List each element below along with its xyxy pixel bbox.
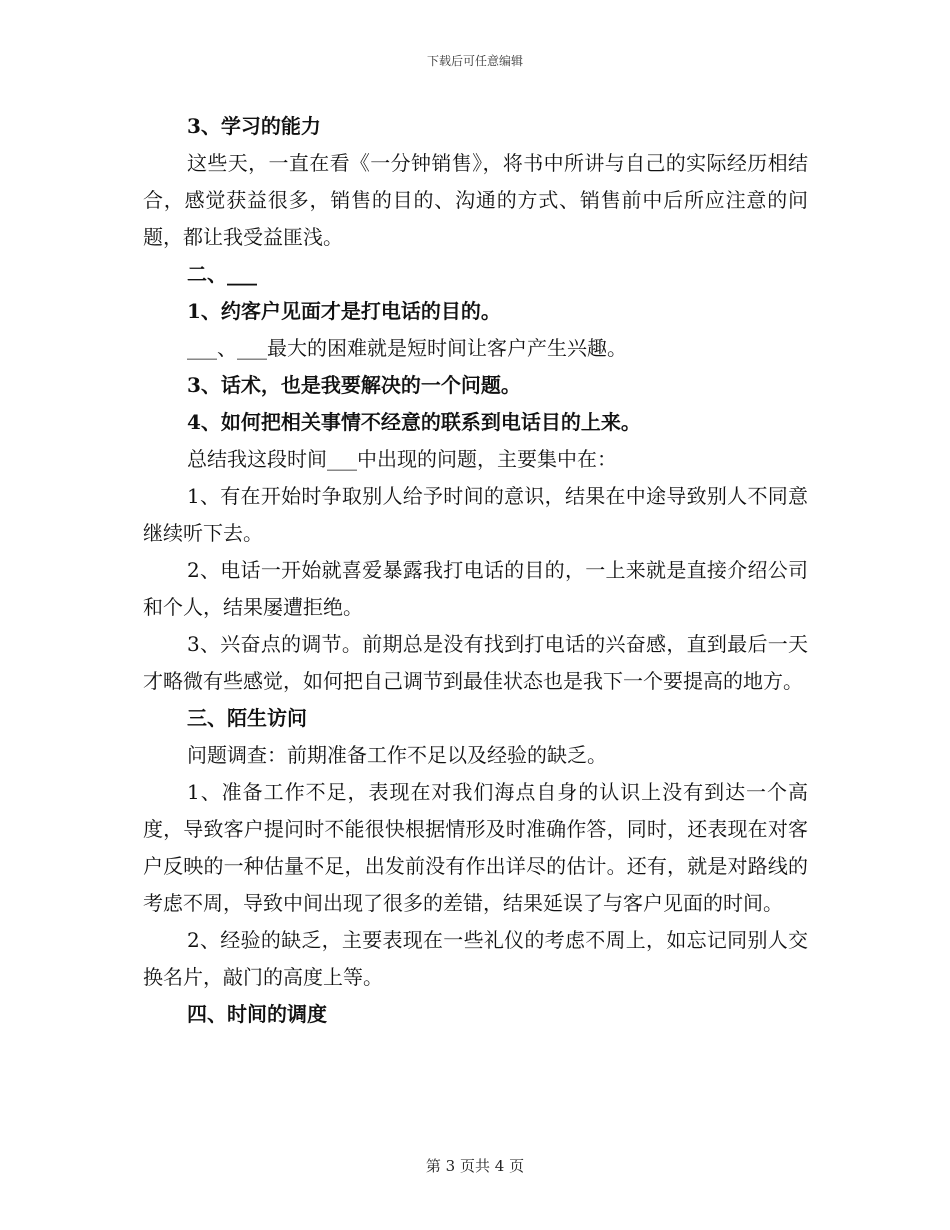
paragraph: 这些天，一直在看《一分钟销售》，将书中所讲与自己的实际经历相结合，感觉获益很多，销售的目的、沟通的方式、销售前中后所应注意的问题，都让我受益匪浅。 — [143, 151, 808, 249]
paragraph: 2、电话一开始就喜爱暴露我打电话的目的，一上来就是直接介绍公司和个人，结果屡遭拒绝。 — [143, 558, 808, 619]
paragraph: 2、经验的缺乏，主要表现在一些礼仪的考虑不周上，如忘记同别人交换名片，敲门的高度上等。 — [143, 928, 808, 989]
paragraph: 二、___ — [187, 262, 257, 286]
page-header: 下载后可任意编辑 — [426, 54, 523, 68]
paragraph: 1、准备工作不足，表现在对我们海点自身的认识上没有到达一个高度，导致客户提问时不能很快根据情形及时准确作答，同时，还表现在对客户反映的一种估量不足，出发前没有作出详尽的估计。还有，就是对路线的考虑不周，导致中间出现了很多的差错，结果延误了与客户见面的时间。 — [143, 780, 808, 915]
page-number: 第 3 页共 4 页 — [425, 1157, 525, 1175]
paragraph: 四、时间的调度 — [187, 1002, 327, 1026]
paragraph: 1、有在开始时争取别人给予时间的意识，结果在中途导致别人不同意继续听下去。 — [143, 484, 808, 545]
paragraph: 1、约客户见面才是打电话的目的。 — [187, 299, 501, 323]
paragraph: 问题调查：前期准备工作不足以及经验的缺乏。 — [187, 743, 607, 767]
paragraph: ___、___最大的困难就是短时间让客户产生兴趣。 — [187, 336, 627, 360]
document-body — [143, 108, 808, 1033]
paragraph: 3、学习的能力 — [187, 114, 321, 138]
paragraph: 三、陌生访问 — [187, 706, 307, 730]
paragraph: 3、话术，也是我要解决的一个问题。 — [187, 373, 521, 397]
paragraph: 4、如何把相关事情不经意的联系到电话目的上来。 — [187, 410, 641, 434]
paragraph: 总结我这段时间___中出现的问题，主要集中在： — [187, 447, 617, 471]
paragraph: 3、兴奋点的调节。前期总是没有找到打电话的兴奋感，直到最后一天才略微有些感觉，如何把自己调节到最佳状态也是我下一个要提高的地方。 — [143, 632, 808, 693]
